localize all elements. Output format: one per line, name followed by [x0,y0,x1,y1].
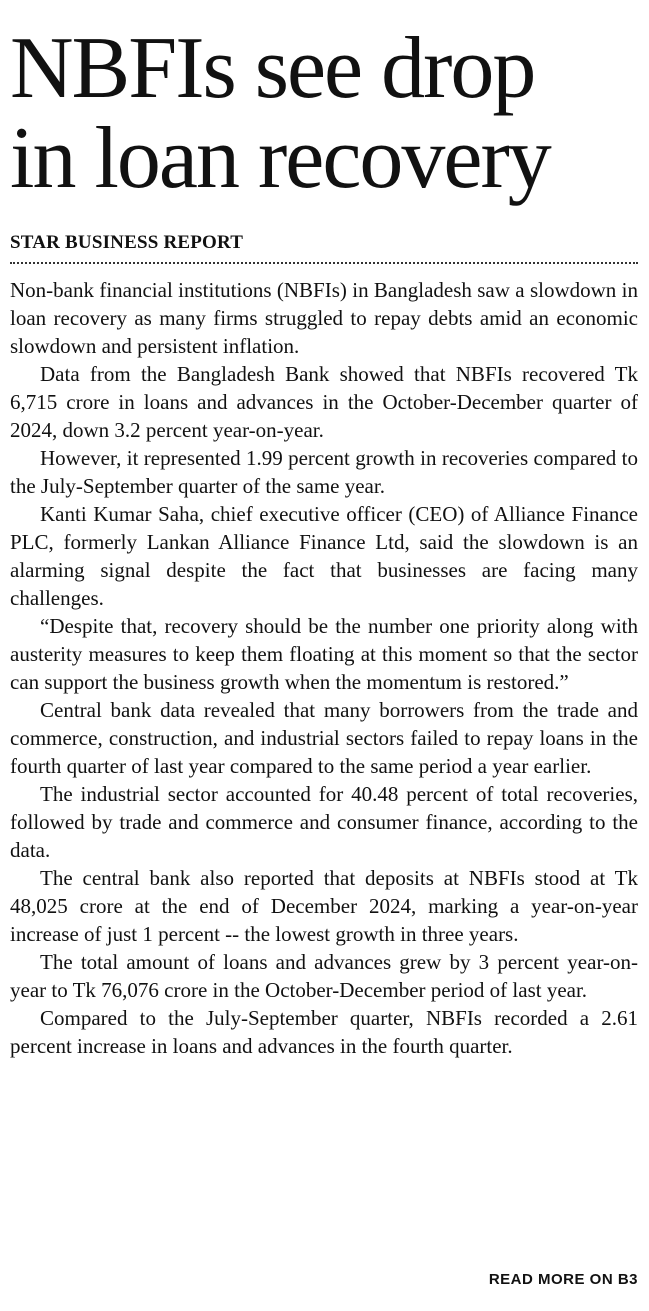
paragraph: “Despite that, recovery should be the number one priority along with austerity measures to keep them floating at this moment so that the sector can support the business growth when the momentum is restored.” [10,614,638,694]
article [10,0,638,1288]
read-more-jump: READ MORE ON B3 [488,1271,638,1288]
article-body [10,276,638,1060]
headline [10,20,638,207]
paragraph: However, it represented 1.99 percent growth in recoveries compared to the July-September quarter of the same year. [10,446,638,498]
headline-line-2: in loan recovery [10,110,550,207]
paragraph: The industrial sector accounted for 40.48 percent of total recoveries, followed by trade and commerce and consumer finance, according to the data. [10,782,638,862]
paragraph: Compared to the July-September quarter, NBFIs recorded a 2.61 percent increase in loans and advances in the fourth quarter. [10,1006,638,1058]
paragraph: Data from the Bangladesh Bank showed that NBFIs recovered Tk 6,715 crore in loans and advances in the October-December quarter of 2024, down 3.2 percent year-on-year. [10,362,638,442]
headline-line-1: NBFIs see drop [10,20,535,117]
paragraph: The central bank also reported that deposits at NBFIs stood at Tk 48,025 crore at the end of December 2024, marking a year-on-year increase of just 1 percent -- the lowest growth in three years. [10,866,638,946]
byline: STAR BUSINESS REPORT [10,232,244,253]
paragraph: The total amount of loans and advances grew by 3 percent year-on-year to Tk 76,076 crore in the October-December period of last year. [10,950,638,1002]
paragraph: Non-bank financial institutions (NBFIs) in Bangladesh saw a slowdown in loan recovery as many firms struggled to repay debts amid an economic slowdown and persistent inflation. [10,278,638,358]
dotted-divider [10,262,638,264]
paragraph: Kanti Kumar Saha, chief executive officer (CEO) of Alliance Finance PLC, formerly Lankan Alliance Finance Ltd, said the slowdown is an alarming signal despite the fact that businesses are facing many challenges. [10,502,638,610]
paragraph: Central bank data revealed that many borrowers from the trade and commerce, construction, and industrial sectors failed to repay loans in the fourth quarter of last year compared to the same period a year earlier. [10,698,638,778]
